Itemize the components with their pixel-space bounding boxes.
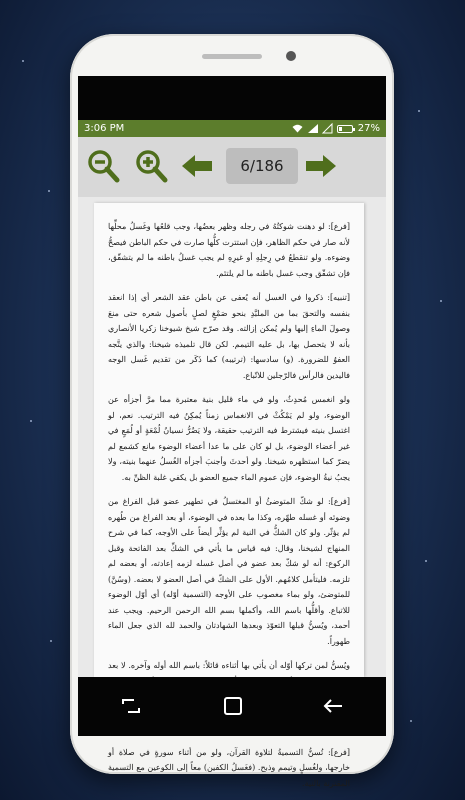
arrow-left-icon [180, 153, 214, 179]
next-page-button[interactable] [302, 147, 340, 185]
document-page [94, 203, 364, 788]
zoom-out-button[interactable] [84, 147, 122, 185]
paragraph: [تنبيه]: ذكروا في الغسل أنه يُعفى عن باطن عقد الشعر أي إذا انعقد بنفسه والتحقَ بما من الملبَّدِ بنحو صَمْغٍ لصلٍ بأصول شعره حتى منعَ وصولَ الماءِ إليها ولم يُمكن إزالته. وقد صرّح شيخ شيوخنا زكريا الأنصاري بأنه لا يتحصل بها، بل عليه التيمم. لكن قال تلميذه شيخنا: والذي يتَّجه العفوُ للضرورة. (و) سادسها: (ترتيبه) كما ذَكَر من تقديم غَسل الوجه فاليدين فالرأس فالرّجلين للاتّباع. [108, 293, 350, 380]
navigation-bar [78, 677, 386, 736]
wifi-icon [292, 124, 303, 133]
document-viewer[interactable] [78, 197, 386, 788]
star [22, 60, 24, 62]
recent-apps-icon [121, 698, 141, 714]
no-sim-icon [323, 124, 332, 133]
page-indicator[interactable]: 6/186 [226, 148, 298, 184]
phone-speaker [202, 54, 262, 59]
battery-icon [337, 125, 353, 133]
star [440, 300, 442, 302]
reader-toolbar [78, 137, 386, 197]
home-button[interactable] [218, 691, 248, 721]
screen-top-bezel [78, 76, 386, 120]
zoom-in-icon [134, 149, 168, 183]
paragraph: [فرع]: لو دهنت شوكتُهُ في رجله وظهر بعضُها، وجب قلعُها وغَسلُ محلِّها لأنه صار في حكم الظاهر، فإن استترت كلُّها صارت في حكم الباطن فيصحُّ وضوءه. ولو تنقطعُ في رِجلِهِ أو غيرِهِ لم يجب غسلُ باطنه ما لم يتشقّق، فإن تشقّق وجب غسل باطنه ما لم يلتئم. [108, 222, 350, 278]
status-icons [292, 123, 380, 134]
paragraph: [فرع]: لو شكّ المتوضئُ أو المغتسلُ في تطهير عضو قبل الفراغ من وضوئه أو غسله طهّره، وكذا ما بعده في الوضوء، أو بعد الفراغ من طُهره لم يؤثّر. ولو كان الشكُّ في النية لم يؤثِّر أيضاً على الأوجه، كما في شرح المنهاج لشيخنا، وقال: فيه قياس ما يأتي في الشكِّ بعد الفاتحة وقبل الركوع: أنه لو شكّ بعد عضو في أصل غسله لزمه إعادته، أو بعضه لم تلزمه. فليتأمل كلامُهم. الأول على الشكّ في أصل العضو لا بعضه. (وسُنَّ) للمتوضئ، ولو بماء مغصوب على الأوجه (التسمية أوّله) أي أوّل الوضوء للاتباع. وأقلُّها باسم الله، وأكملها بسم الله الرحمن الرحيم. ويجب عند أحمد، ويُسنُّ قبلها التعوّذ وبعدها الشهادتان والحمد لله الذي جعل الماء طهوراً. [108, 497, 350, 646]
star [50, 640, 52, 642]
signal-icon [308, 124, 318, 133]
phone-camera [286, 51, 296, 61]
back-icon [322, 698, 344, 714]
paragraph: [فرع]: تُسنُّ التسميةُ لتلاوة القرآن، ولو من أثناء سورةٍ في صلاة أو خارجها، ولغُسلٍ وتيمم وذبح. (فغَسلُ الكفين) معاً إلى الكوعين مع التسمية المقترنة بالنية. [108, 747, 350, 788]
star [410, 720, 412, 722]
paragraph: ولو انغمس مُحدِثٌ، ولو في ماء قليل بنية معتبرة مما مرَّ أجزأه عن الوضوء، ولو لم يَمْكُثْ في الانغماس زمناً يُمكِنُ فيه الترتيب. نعم، لو اغتسل بنيته فيشترط فيه الترتيب حقيقة، ولا يَضُرُّ نسيانُ لُمْعَةٍ أو لُمَعٍ في غير أعضاء الوضوء، بل لو كان على ما عدا أعضاء الوضوء مانع كشمع لم يضرّ كما استظهره شيخنا. ولو أحدثَ وأجنبَ أجزأه الغُسلُ عنهما بنيته، ولا يجبُ نيةُ الوضوء، فإن عموم الماء جميع العضو بل يكفي غلبة الظنِّ به. [108, 395, 350, 482]
star [425, 560, 427, 562]
previous-page-button[interactable] [178, 147, 216, 185]
phone-screen [78, 76, 386, 788]
star [48, 190, 50, 192]
paragraph: ويُسنُّ لمن تركها أوّله أن يأتي بها أثناءه قائلاً: باسم الله أوله وآخره. لا بعد [108, 661, 350, 670]
zoom-in-button[interactable] [132, 147, 170, 185]
back-button[interactable] [318, 691, 348, 721]
star [30, 420, 32, 422]
star [418, 110, 420, 112]
zoom-out-icon [86, 149, 120, 183]
recent-apps-button[interactable] [116, 691, 146, 721]
phone-frame [70, 34, 394, 788]
home-icon [223, 696, 243, 716]
arrow-right-icon [304, 153, 338, 179]
battery-percent: 27% [357, 123, 380, 134]
battery-fill [339, 127, 342, 131]
status-time: 3:06 PM [84, 123, 125, 134]
status-bar [78, 120, 386, 137]
